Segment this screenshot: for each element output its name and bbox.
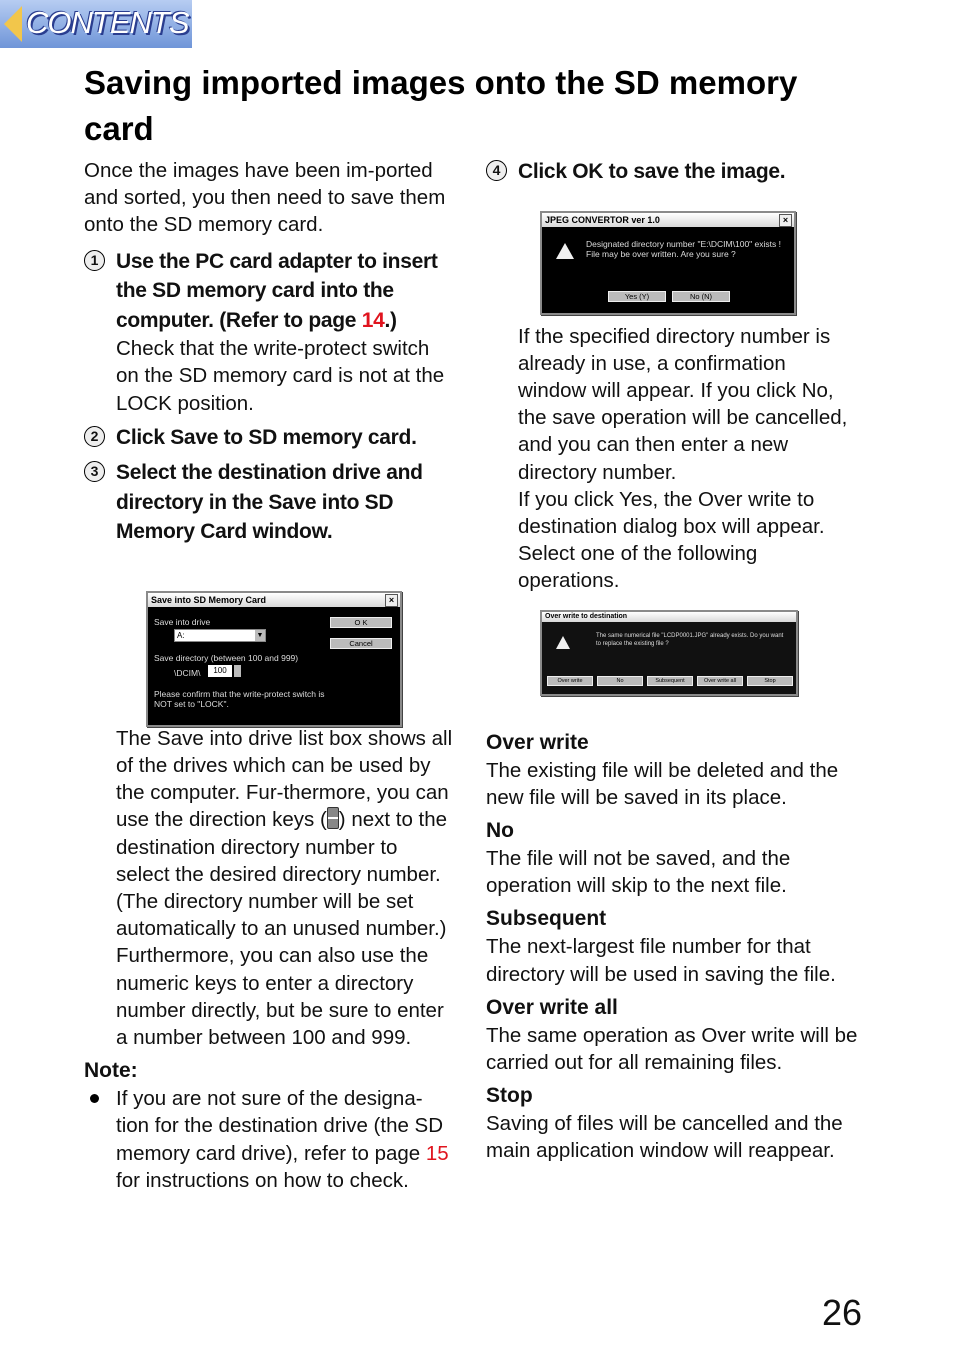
- overwrite-option-button[interactable]: No: [597, 676, 643, 686]
- option-description: The next-largest file number for that directory will be used in saving the file.: [486, 935, 836, 986]
- step-2: [84, 423, 454, 453]
- bullet-icon: [90, 1094, 99, 1103]
- jpeg-confirm-dialog: [540, 211, 796, 315]
- page-number: 26: [821, 1292, 862, 1333]
- step-4-heading: Click OK to save the image.: [518, 160, 786, 183]
- overwrite-message: The same numerical file "LCDP0001.JPG" already exists. Do you want to replace the existing file ?: [596, 633, 784, 647]
- step-3: [84, 458, 454, 547]
- save-into-sd-dialog: [146, 591, 402, 727]
- step-number: 2: [84, 426, 105, 447]
- chevron-down-icon: ▼: [256, 632, 264, 639]
- step-number: 4: [486, 160, 507, 181]
- step-4: [486, 157, 858, 187]
- overwrite-option-button[interactable]: Over write all: [697, 676, 743, 686]
- confirm-paragraph: If the specified directory number is already in use, a confirmation window will appear. If you click No, the save operation will be cancelled, and you can then enter a new directory number.: [518, 324, 848, 484]
- dialog-titlebar: Save into SD Memory Card ×: [148, 593, 400, 607]
- page-ref-link[interactable]: 14: [361, 308, 385, 332]
- option-name: Over write: [486, 730, 589, 754]
- ok-button[interactable]: O K: [330, 617, 392, 628]
- overwrite-option-button[interactable]: Over write: [547, 676, 593, 686]
- lock-confirm-text: Please confirm that the write-protect switch is NOT set to "LOCK".: [154, 689, 325, 709]
- page-ref-link[interactable]: 15: [425, 1141, 449, 1165]
- contents-nav-button[interactable]: [0, 0, 192, 48]
- step-2-heading: Click Save to SD memory card.: [116, 425, 417, 449]
- step-number: 1: [84, 250, 105, 271]
- overwrite-dialog: [540, 610, 798, 696]
- dialog-titlebar: Over write to destination: [542, 612, 796, 622]
- close-icon[interactable]: ×: [385, 594, 398, 607]
- page-title: Saving imported images onto the SD memory card: [84, 64, 798, 147]
- note-item: If you are not sure of the designa-tion for the destination drive (the SD memory card drive), refer to page 15 for instructions on how to check.: [84, 1085, 454, 1194]
- close-icon[interactable]: ×: [779, 214, 792, 227]
- dir-prefix: \DCIM\: [174, 668, 201, 678]
- no-button[interactable]: No (N): [672, 291, 730, 302]
- save-description: The Save into drive list box shows all of the drives which can be used by the computer. Fur-thermore, you can use the direction keys ( ) next to the destination directory number to select the desired directory number. (The directory number will be set automatically to an unused number.) Furthermore, you can also use the numeric keys to enter a directory number directly, but be sure to enter a number between 100 and 999.: [116, 726, 453, 1049]
- dialog-titlebar: JPEG CONVERTOR ver 1.0 ×: [542, 213, 794, 227]
- direction-keys-icon: [327, 807, 339, 829]
- drive-select[interactable]: A: ▼: [174, 629, 266, 642]
- confirm-message: Designated directory number "E:\DCIM\100" exists ! File may be over written. Are you sure ?: [586, 239, 782, 259]
- option-description: The file will not be saved, and the operation will skip to the next file.: [486, 846, 791, 898]
- option-name: Over write all: [486, 995, 618, 1019]
- overwrite-option-button[interactable]: Stop: [747, 676, 793, 686]
- option-description: The same operation as Over write will be carried out for all remaining files.: [486, 1023, 858, 1074]
- option-name: No: [486, 818, 514, 842]
- option-description: Saving of files will be cancelled and the main application window will reappear.: [486, 1112, 843, 1163]
- option-name: Subsequent: [486, 907, 607, 931]
- cancel-button[interactable]: Cancel: [330, 638, 392, 649]
- step-3-heading: Select the destination drive and directory in the Save into SD Memory Card window.: [116, 461, 423, 544]
- step-1-heading: Use the PC card adapter to insert the SD memory card into the computer. (Refer to page 14.): [116, 249, 438, 332]
- yes-button[interactable]: Yes (Y): [608, 291, 666, 302]
- overwrite-option-button[interactable]: Subsequent: [647, 676, 693, 686]
- arrow-left-icon: [4, 6, 22, 42]
- note-label: Note:: [84, 1059, 138, 1083]
- overwrite-paragraph: If you click Yes, the Over write to destination dialog box will appear. Select one of the following operations.: [518, 487, 825, 593]
- warning-icon: [556, 636, 570, 649]
- drive-label: Save into drive: [154, 617, 211, 627]
- warning-icon: [556, 243, 574, 259]
- step-number: 3: [84, 461, 105, 482]
- contents-label: CONTENTS: [26, 5, 189, 40]
- intro-paragraph: Once the images have been im-ported and sorted, you then need to save them onto the SD memory card.: [84, 159, 446, 237]
- option-list: [486, 729, 858, 1165]
- dir-stepper[interactable]: [234, 665, 241, 677]
- option-name: Stop: [486, 1084, 533, 1108]
- step-1-body: Check that the write-protect switch on the SD memory card is not at the LOCK position.: [116, 337, 445, 415]
- dir-input[interactable]: 100: [208, 665, 232, 677]
- dir-label: Save directory (between 100 and 999): [154, 653, 299, 663]
- option-description: The existing file will be deleted and the new file will be saved in its place.: [486, 758, 839, 809]
- step-1: [84, 247, 454, 417]
